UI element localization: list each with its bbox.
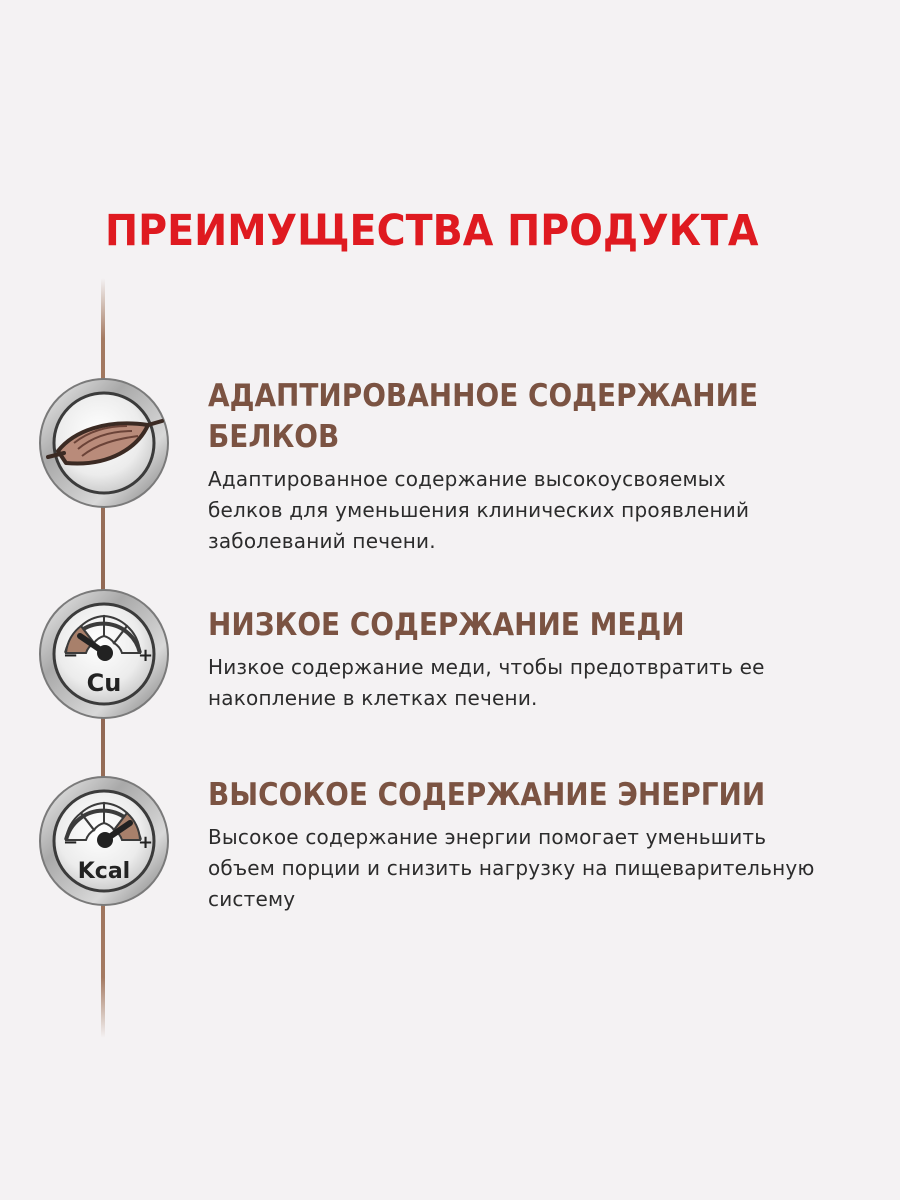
svg-text:−: − [63, 832, 79, 853]
svg-text:+: + [138, 832, 154, 853]
feature-copper-text [208, 605, 878, 714]
feature-description: Низкое содержание меди, чтобы предотвратить ее накопление в клетках печени. [208, 655, 765, 710]
feature-protein-text [208, 376, 878, 557]
feature-heading: ВЫСОКОЕ СОДЕРЖАНИЕ ЭНЕРГИИ [208, 777, 766, 813]
energy-symbol-label: Kcal [77, 859, 131, 884]
feature-heading: АДАПТИРОВАННОЕ СОДЕРЖАНИЕ БЕЛКОВ [208, 378, 759, 455]
page-title: ПРЕИМУЩЕСТВА ПРОДУКТА [105, 206, 759, 256]
svg-text:+: + [138, 645, 154, 666]
svg-text:−: − [63, 645, 79, 666]
feature-description: Высокое содержание энергии помогает уменьшить объем порции и снизить нагрузку на пищеварительную систему [208, 825, 815, 911]
copper-gauge-icon [36, 586, 172, 722]
energy-gauge-icon [36, 773, 172, 909]
copper-symbol-label: Cu [86, 669, 122, 697]
feature-heading: НИЗКОЕ СОДЕРЖАНИЕ МЕДИ [208, 607, 685, 643]
muscle-icon [36, 375, 172, 511]
feature-description: Адаптированное содержание высокоусвояемых белков для уменьшения клинических проявлений заболеваний печени. [208, 467, 750, 553]
feature-energy-text [208, 775, 878, 915]
